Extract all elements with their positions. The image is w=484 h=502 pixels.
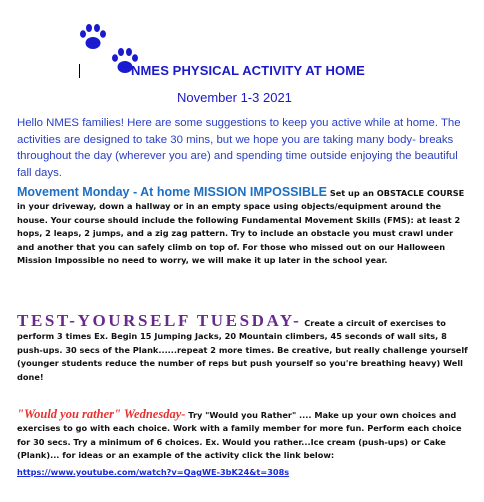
tuesday-section	[17, 311, 472, 384]
wednesday-section	[17, 408, 472, 463]
monday-section	[17, 186, 472, 267]
tuesday-body: Create a circuit of exercises to perform 3 times Ex. Begin 15 Jumping Jacks, 20 Mountain climbers, 45 seconds of wall sits, 8 push-ups. 30 secs of the Plank......repeat 2 more times. Be creative, but really challenge yourself (younger students reduce the number of reps but push yourself so you're breathing heavy) Well done!	[17, 318, 468, 382]
page-title: NMES PHYSICAL ACTIVITY AT HOME	[131, 63, 365, 78]
tuesday-heading: TEST-YOURSELF TUESDAY-	[17, 311, 302, 330]
date-line: November 1-3 2021	[177, 90, 292, 105]
text-cursor	[79, 64, 80, 78]
paw-print-icon	[78, 22, 108, 52]
intro-paragraph: Hello NMES families! Here are some suggestions to keep you active while at home. The activities are designed to take 30 mins, but we hope you are taking many body- breaks throughout the day (wherever you are) and spending time outside enjoying the beautiful fall days.	[17, 117, 461, 179]
wednesday-body: Try "Would you Rather" .... Make up your own choices and exercises to go with each choice. Work with a family member for more fun. Perform each choice for 30 secs. Try a minimum of 6 choices. Ex. Would you rather...Ice cream (push-ups) or Cake (Plank)... for ideas or an example of the activity click the link below:	[17, 410, 462, 461]
monday-body: Set up an OBSTACLE COURSE in your driveway, down a hallway or in an empty space using objects/equipment around the house. Your course should include the following Fundamental Movement Skills (FMS): at least 2 hops, 2 leaps, 2 jumps, and a zig zag pattern. Try to include an obstacle you must crawl under and another that you can safely climb on top of. For those who missed out on our Halloween Mission Impossible no need to worry, we will make it up later in the school year.	[17, 188, 465, 266]
wednesday-heading: "Would you rather" Wednesday-	[17, 407, 186, 421]
youtube-link[interactable]: https://www.youtube.com/watch?v=QagWE-3bK24&t=308s	[17, 467, 290, 477]
monday-heading: Movement Monday - At home MISSION IMPOSSIBLE	[17, 185, 327, 199]
